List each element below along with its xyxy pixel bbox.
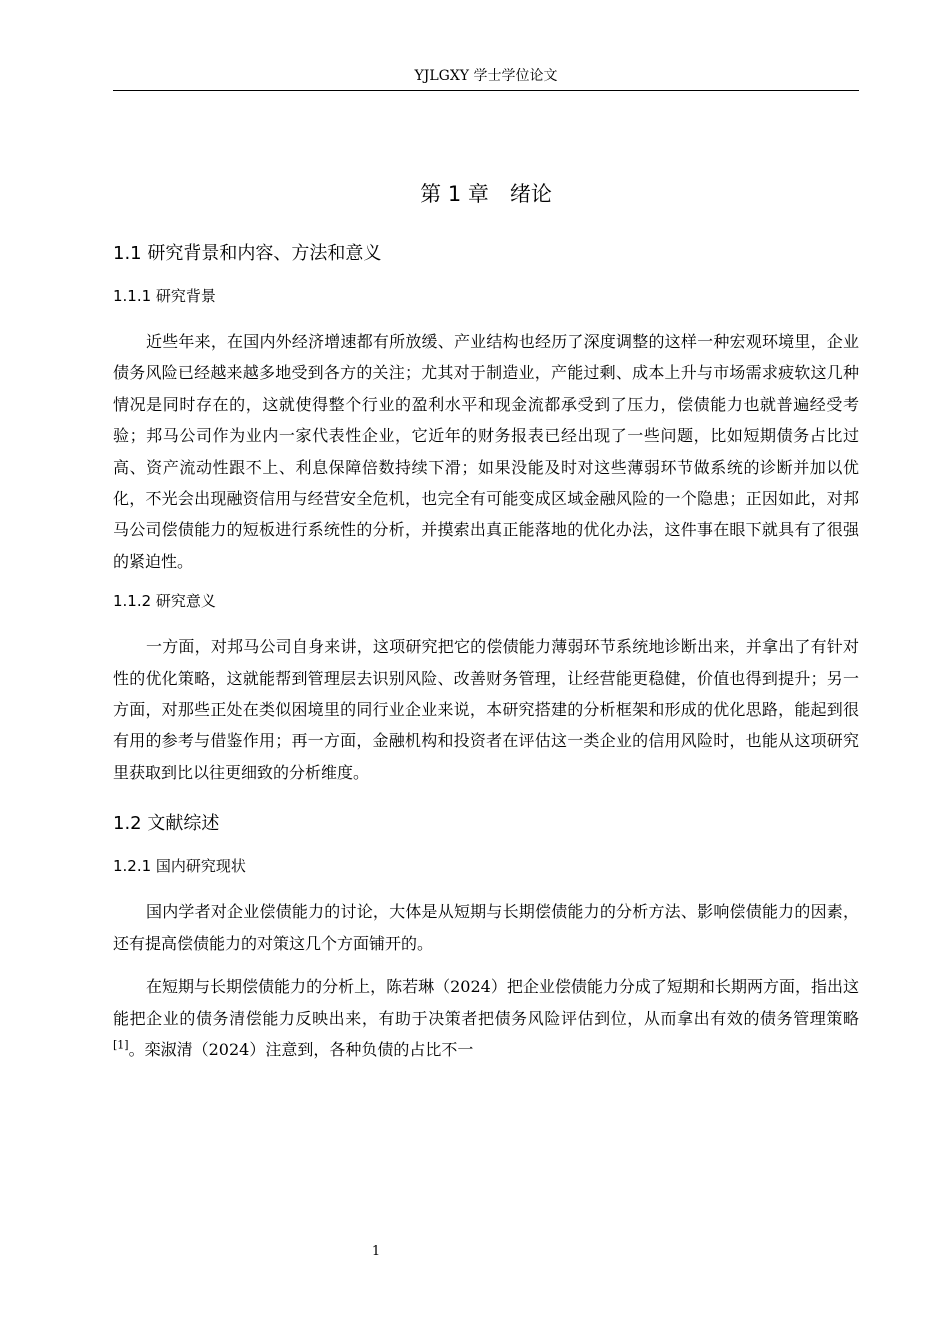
section-heading-1-2: 1.2 文献综述 bbox=[113, 813, 220, 835]
citation-marker[interactable]: [1] bbox=[113, 1038, 129, 1052]
paragraph-research-significance: 一方面，对邦马公司自身来讲，这项研究把它的偿债能力薄弱环节系统地诊断出来，并拿出了有针对性的优化策略，这就能帮到管理层去识别风险、改善财务管理，让经营能更稳健，价值也得到提升；另一方面，对那些正处在类似困境里的同行业企业来说，本研究搭建的分析框架和形成的优化思路，能起到很有用的参考与借鉴作用；再一方面，金融机构和投资者在评估这一类企业的信用风险时，也能从这项研究里获取到比以往更细致的分析维度。 bbox=[113, 637, 859, 782]
page-header: YJLGXY 学士学位论文 bbox=[414, 68, 558, 84]
paragraph-domestic-overview: 国内学者对企业偿债能力的讨论，大体是从短期与长期偿债能力的分析方法、影响偿债能力的因素，还有提高偿债能力的对策这几个方面铺开的。 bbox=[113, 902, 859, 953]
chapter-title: 第 1 章 绪论 bbox=[420, 182, 552, 206]
header-rule bbox=[113, 90, 859, 91]
subsection-heading-1-1-2: 1.1.2 研究意义 bbox=[113, 592, 216, 611]
paragraph-domestic-analysis bbox=[113, 971, 859, 1065]
paragraph-research-background: 近些年来，在国内外经济增速都有所放缓、产业结构也经历了深度调整的这样一种宏观环境里，企业债务风险已经越来越多地受到各方的关注；尤其对于制造业，产能过剩、成本上升与市场需求疲软这几种情况是同时存在的，这就使得整个行业的盈利水平和现金流都承受到了压力，偿债能力也就普遍经受考验；邦马公司作为业内一家代表性企业，它近年的财务报表已经出现了一些问题，比如短期债务占比过高、资产流动性跟不上、利息保障倍数持续下滑；如果没能及时对这些薄弱环节做系统的诊断并加以优化，不光会出现融资信用与经营安全危机，也完全有可能变成区域金融风险的一个隐患；正因如此，对邦马公司偿债能力的短板进行系统性的分析，并摸索出真正能落地的优化办法，这件事在眼下就具有了很强的紧迫性。 bbox=[113, 332, 859, 571]
section-heading-1-1: 1.1 研究背景和内容、方法和意义 bbox=[113, 243, 382, 264]
subsection-heading-1-2-1: 1.2.1 国内研究现状 bbox=[113, 857, 246, 876]
subsection-heading-1-1-1: 1.1.1 研究背景 bbox=[113, 287, 216, 305]
page-content bbox=[113, 176, 859, 1077]
paragraph-text-after-citation: 。栾淑清（2024）注意到，各种负债的占比不一 bbox=[128, 1039, 474, 1059]
page-number: 1 bbox=[371, 1244, 381, 1259]
paragraph-text-before-citation: 在短期与长期偿债能力的分析上，陈若琳（2024）把企业偿债能力分成了短期和长期两方面，指出这能把企业的债务清偿能力反映出来，有助于决策者把债务风险评估到位，从而拿出有效的债务管理策略 bbox=[113, 977, 859, 1028]
